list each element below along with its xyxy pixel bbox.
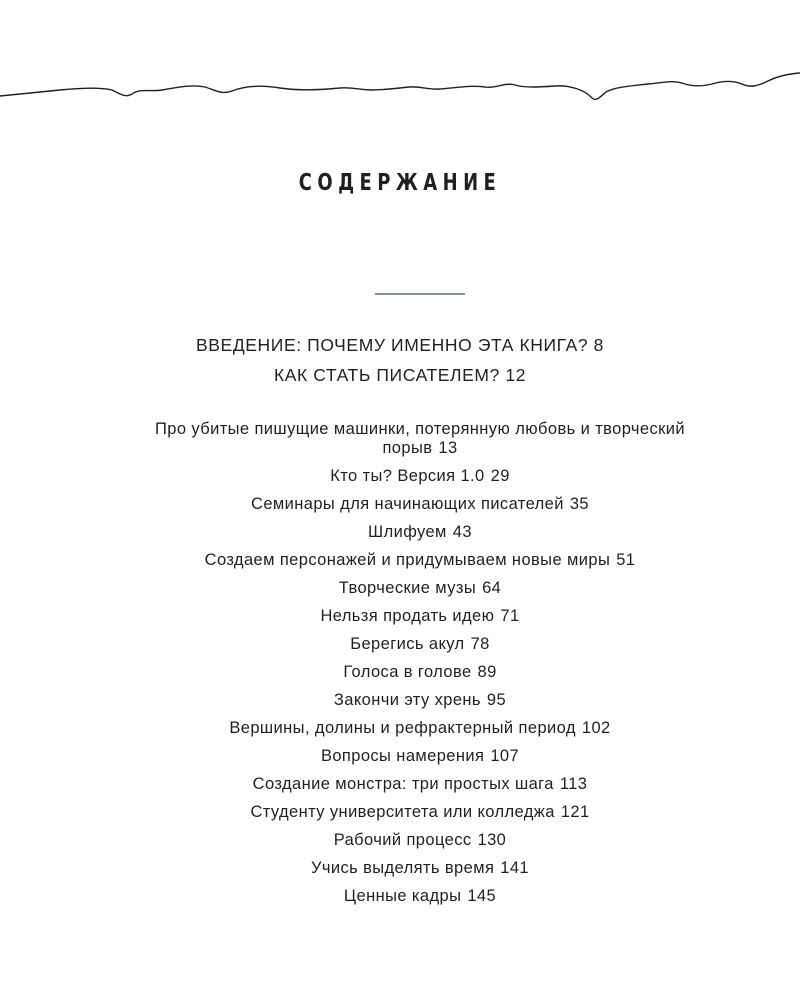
toc-entry: [140, 495, 700, 514]
toc-major-page: 12: [505, 365, 527, 385]
toc-entry-page: 78: [470, 635, 490, 653]
toc-entry-page: 13: [438, 439, 458, 457]
toc-entry: [140, 691, 700, 710]
toc-entry: [140, 859, 700, 878]
toc-entry-label: Берегись акул: [350, 635, 465, 653]
toc-entry-label: Творческие музы: [338, 579, 477, 597]
toc-entry: [140, 607, 700, 626]
toc-entry: [140, 803, 700, 822]
toc-entry-label: Рабочий процесс: [333, 831, 472, 849]
toc-entry: [140, 551, 700, 570]
toc-entry-page: 89: [477, 663, 497, 681]
toc-entry-label: Студенту университета или колледжа: [250, 803, 555, 821]
toc-entry: [140, 467, 700, 486]
toc-entry: [140, 523, 700, 542]
toc-entry-label: Ценные кадры: [343, 887, 462, 905]
toc-entry-page: 29: [490, 467, 510, 485]
toc-entry-page: 71: [500, 607, 520, 625]
toc-entry-page: 51: [616, 551, 636, 569]
toc-entry-label: Нельзя продать идею: [320, 607, 495, 625]
toc-major-label: ВВЕДЕНИЕ: ПОЧЕМУ ИМЕННО ЭТА КНИГА?: [196, 335, 589, 355]
toc-entry: [140, 719, 700, 738]
toc-entry-page: 145: [467, 887, 497, 905]
toc-entry-label: Семинары для начинающих писателей: [251, 495, 564, 513]
toc-major-entry: [0, 365, 800, 386]
toc-major-entry: [0, 335, 800, 356]
toc-entry-page: 121: [560, 803, 590, 821]
toc-major-page: 8: [593, 335, 604, 355]
toc-entry-label: Учись выделять время: [310, 859, 495, 877]
title-divider: [375, 293, 465, 295]
toc-entry-label: Голоса в голове: [343, 663, 472, 681]
toc-entry: [140, 831, 700, 850]
toc-entry: [140, 775, 700, 794]
toc-entry-page: 141: [500, 859, 530, 877]
toc-entry-page: 35: [569, 495, 589, 513]
toc-entry-label: Вершины, долины и рефрактерный период: [229, 719, 576, 737]
toc-entry-label: Создаем персонажей и придумываем новые миры: [204, 551, 611, 569]
toc-entry-page: 95: [486, 691, 507, 709]
toc-major-label: КАК СТАТЬ ПИСАТЕЛЕМ?: [273, 365, 500, 385]
toc-list: [140, 420, 700, 915]
toc-entry-label: Закончи эту хрень: [333, 691, 481, 709]
toc-entry-page: 102: [581, 719, 611, 737]
toc-entry: [140, 663, 700, 682]
toc-entry-page: 130: [477, 831, 507, 849]
toc-entry-label: Вопросы намерения: [320, 747, 485, 765]
toc-entry-page: 43: [452, 523, 472, 541]
toc-entry-label: Шлифуем: [368, 523, 447, 541]
toc-entry-page: 113: [559, 775, 588, 793]
torn-edge-line: [0, 60, 800, 120]
toc-entry: [140, 747, 700, 766]
toc-entry: [140, 420, 700, 458]
toc-entry-label: Создание монстра: три простых шага: [252, 775, 554, 793]
toc-entry: [140, 887, 700, 906]
toc-entry-page: 107: [490, 747, 520, 765]
toc-entry-label: Про убитые пишущие машинки, потерянную любовь и творческий порыв: [155, 420, 685, 457]
toc-entry: [140, 635, 700, 654]
toc-entry-label: Кто ты? Версия 1.0: [330, 467, 485, 485]
toc-entry-page: 64: [482, 579, 502, 597]
page-title: СОДЕРЖАНИЕ: [298, 170, 502, 196]
toc-entry: [140, 579, 700, 598]
